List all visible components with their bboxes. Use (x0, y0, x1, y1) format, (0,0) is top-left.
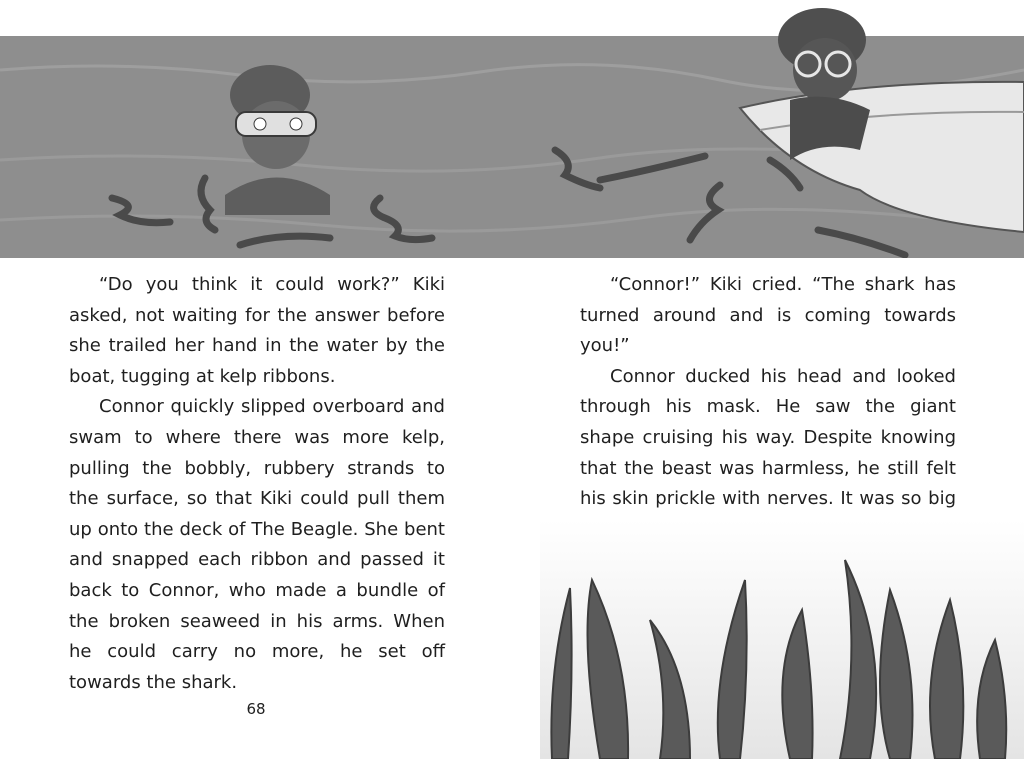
left-page-text (69, 270, 445, 698)
right-paragraph: “Connor!” Kiki cried. “The shark has turned around and is coming towards you!” (580, 274, 956, 357)
right-paragraph: Connor ducked his head and looked through his mask. He saw the giant shape cruising his way. Despite knowing that the beast was harmless, he still felt his skin prickle with nerves. It was so big (580, 365, 956, 510)
kelp-fronds-image (540, 520, 1024, 759)
top-illustration (0, 0, 1024, 258)
page-number: 68 (246, 700, 266, 718)
bottom-kelp-illustration (540, 520, 1024, 759)
left-paragraph: Connor quickly slipped overboard and swam to where there was more kelp, pulling the bobbly, rubbery strands to the surface, so that Kiki could pull them up onto the deck of The Beagle. She bent and snapped each ribbon and passed it back to Connor, who made a bundle of the broken seaweed in his arms. When he could carry no more, he set off towards the shark. (69, 396, 445, 693)
left-paragraph: “Do you think it could work?” Kiki asked, not waiting for the answer before she trailed her hand in the water by the boat, tugging at kelp ribbons. (69, 274, 445, 387)
ocean-scene-image (0, 0, 1024, 258)
